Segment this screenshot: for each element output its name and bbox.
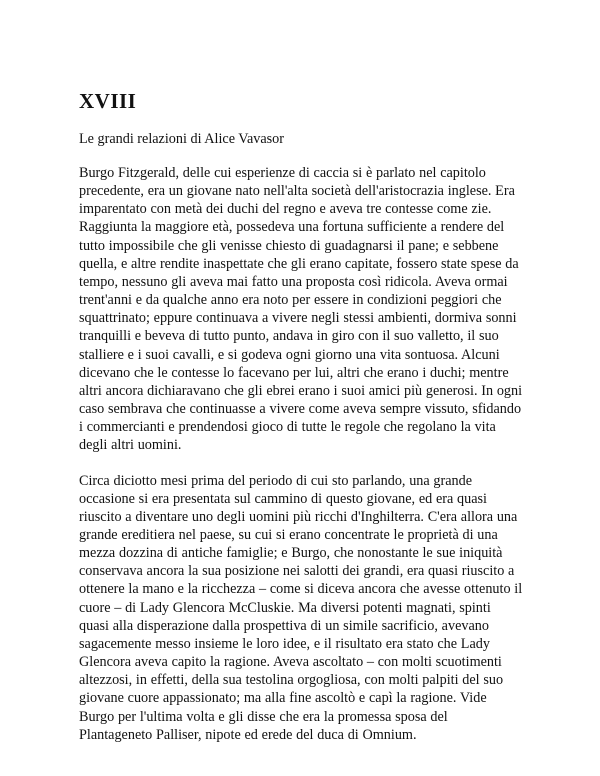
book-page <box>79 88 524 744</box>
chapter-title: Le grandi relazioni di Alice Vavasor <box>79 131 284 147</box>
chapter-number: XVIII <box>79 89 137 113</box>
paragraph-2: Circa diciotto mesi prima del periodo di cui sto parlando, una grande occasione si era presentata sul cammino di questo giovane, ed era quasi riuscito a diventare uno degli uomini più ricchi d'Inghilterra. C'era allora una grande ereditiera nel paese, su cui si erano concentrate le proprietà di una mezza dozzina di antiche famiglie; e Burgo, che nonostante le sue iniquità conservava ancora la sua posizione nei salotti dei grandi, era quasi riuscito a ottenere la mano e la ricchezza – come si diceva ancora che avesse ottenuto il cuore – di Lady Glencora McCluskie. Ma diversi potenti magnati, spinti quasi alla disperazione dalla prospettiva di un simile sacrificio, avevano sagacemente messo insieme le loro idee, e il risultato era stato che Lady Glencora aveva capito la ragione. Aveva ascoltato – con molti scuotimenti altezzosi, in effetti, della sua testolina orgogliosa, con molti palpiti del suo giovane cuore appassionato; ma alla fine ascoltò e capì la ragione. Vide Burgo per l'ultima volta e gli disse che era la promessa sposa del Plantageneto Palliser, nipote ed erede del duca di Omnium. <box>79 472 523 743</box>
paragraph-1: Burgo Fitzgerald, delle cui esperienze di caccia si è parlato nel capitolo precedente, era un giovane nato nell'alta società dell'aristocrazia inglese. Era imparentato con metà dei duchi del regno e aveva tre contesse come zie. Raggiunta la maggiore età, possedeva una fortuna sufficiente a rendere del tutto impossibile che gli venisse chiesto di guadagnarsi il pane; e sebbene quella, e altre rendite inaspettate che gli erano capitate, fossero state spese da tempo, nessuno gli aveva mai fatto una proposta così ridicola. Aveva ormai trent'anni e da qualche anno era noto per essere in condizioni peggiori che squattrinato; eppure continuava a vivere negli stessi ambienti, dormiva sonni tranquilli e beveva di tutto punto, andava in giro con il suo valletto, il suo stalliere e i suoi cavalli, e si godeva ogni giorno una vita sontuosa. Alcuni dicevano che le contesse lo facevano per lui, altri che erano i duchi; mentre altri ancora dichiaravano che gli ebrei erano i suoi amici più generosi. In ogni caso sembrava che continuasse a vivere come aveva sempre vissuto, sfidando i commercianti e prendendosi gioco di tutte le regole che regolano la vita degli altri uomini. <box>79 165 523 454</box>
